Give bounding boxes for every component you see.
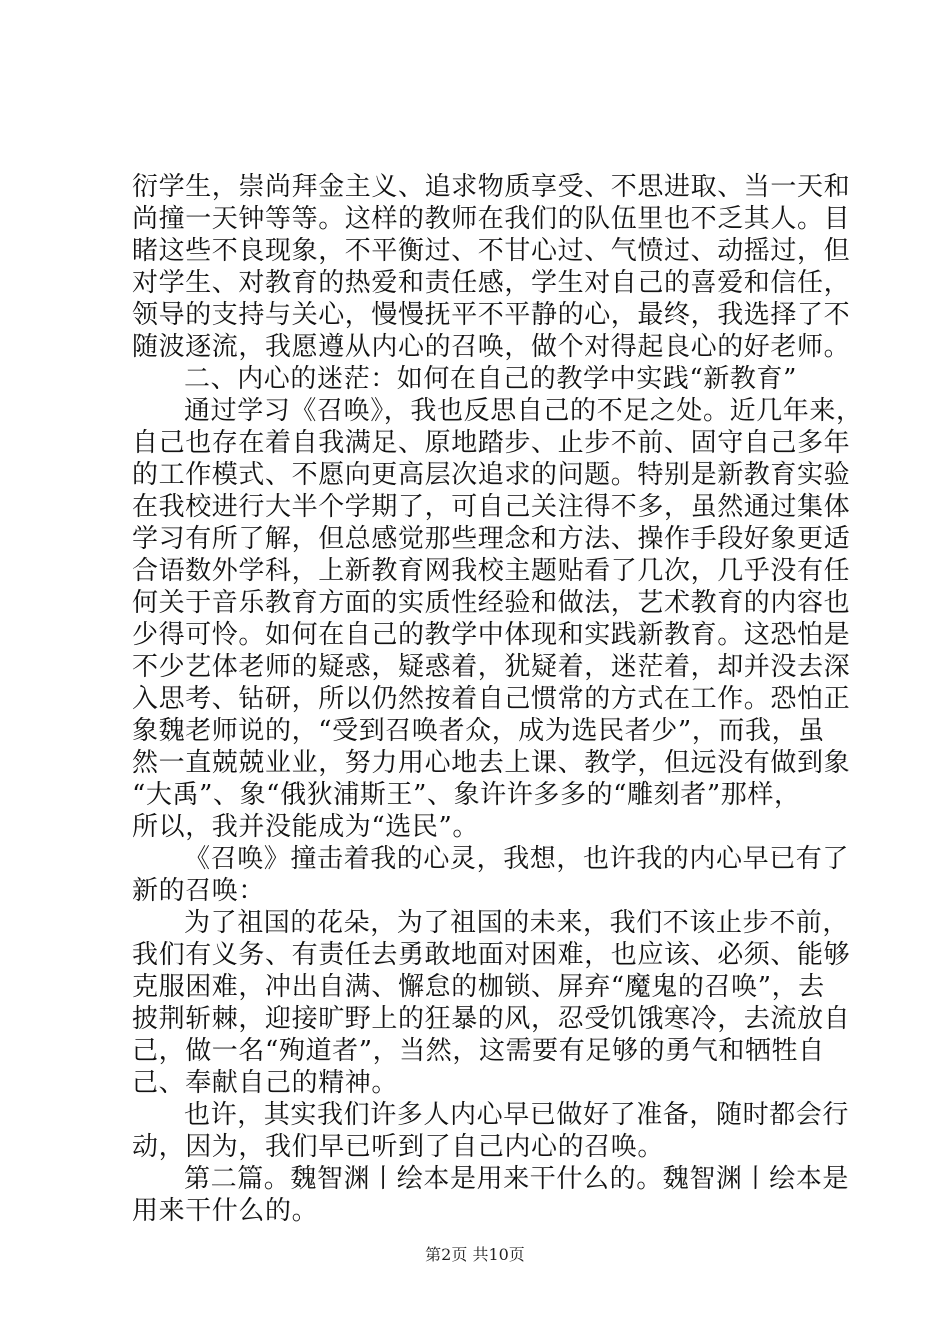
text-line: 尚撞一天钟等等。这样的教师在我们的队伍里也不乏其人。目 bbox=[132, 204, 851, 234]
text-line: 不少艺体老师的疑惑，疑惑着，犹疑着，迷茫着，却并没去深 bbox=[132, 652, 851, 682]
text-line: 何关于音乐教育方面的实质性经验和做法，艺术教育的内容也 bbox=[132, 588, 851, 618]
text-line: 克服困难，冲出自满、懈怠的枷锁、屏弃“魔鬼的召唤”，去 bbox=[132, 972, 825, 1002]
text-line: 然一直兢兢业业，努力用心地去上课、教学，但远没有做到象 bbox=[132, 748, 851, 778]
text-line: 睹这些不良现象，不平衡过、不甘心过、气愤过、动摇过，但 bbox=[132, 236, 851, 266]
text-line: 通过学习《召唤》，我也反思自己的不足之处。近几年来， bbox=[184, 396, 863, 426]
section-heading: 二、内心的迷茫：如何在自己的教学中实践“新教育” bbox=[184, 364, 797, 394]
page-footer: 第2页 共10页 bbox=[425, 1245, 525, 1264]
text-line: 对学生、对教育的热爱和责任感，学生对自己的喜爱和信任， bbox=[132, 268, 851, 298]
text-line: 合语数外学科，上新教育网我校主题贴看了几次，几乎没有任 bbox=[132, 556, 851, 586]
text-line: 的工作模式、不愿向更高层次追求的问题。特别是新教育实验 bbox=[132, 460, 851, 490]
text-line: 象魏老师说的，“受到召唤者众，成为选民者少”，而我，虽 bbox=[132, 716, 825, 746]
text-line: 动，因为，我们早已听到了自己内心的召唤。 bbox=[132, 1132, 665, 1162]
text-line: 新的召唤： bbox=[132, 876, 266, 906]
text-line: 为了祖国的花朵，为了祖国的未来，我们不该止步不前， bbox=[184, 908, 850, 938]
text-line: 己、奉献自己的精神。 bbox=[132, 1068, 399, 1098]
text-line: 用来干什么的。 bbox=[132, 1196, 319, 1226]
text-line: 学习有所了解，但总感觉那些理念和方法、操作手段好象更适 bbox=[132, 524, 851, 554]
text-line: 我们有义务、有责任去勇敢地面对困难，也应该、必须、能够 bbox=[132, 940, 851, 970]
text-line: 随波逐流，我愿遵从内心的召唤，做个对得起良心的好老师。 bbox=[132, 332, 851, 362]
text-line: 入思考、钻研，所以仍然按着自己惯常的方式在工作。恐怕正 bbox=[132, 684, 851, 714]
text-line: 所以，我并没能成为“选民”。 bbox=[132, 812, 479, 842]
text-line: 领导的支持与关心，慢慢抚平不平静的心，最终，我选择了不 bbox=[132, 300, 851, 330]
text-line: 披荆斩棘，迎接旷野上的狂暴的风，忍受饥饿寒冷，去流放自 bbox=[132, 1004, 851, 1034]
text-line: 也许，其实我们许多人内心早已做好了准备，随时都会行 bbox=[184, 1100, 850, 1130]
text-line: 少得可怜。如何在自己的教学中体现和实践新教育。这恐怕是 bbox=[132, 620, 851, 650]
text-line: 第二篇。魏智渊丨绘本是用来干什么的。魏智渊丨绘本是 bbox=[184, 1164, 850, 1194]
text-line: “大禹”、象“俄狄浦斯王”、象许许多多的“雕刻者”那样， bbox=[132, 780, 801, 810]
text-line: 《召唤》撞击着我的心灵，我想，也许我的内心早已有了 bbox=[184, 844, 850, 874]
text-line: 在我校进行大半个学期了，可自己关注得不多，虽然通过集体 bbox=[132, 492, 851, 522]
text-line: 自己也存在着自我满足、原地踏步、止步不前、固守自己多年 bbox=[132, 428, 851, 458]
text-line: 衍学生，崇尚拜金主义、追求物质享受、不思进取、当一天和 bbox=[132, 172, 851, 202]
text-line: 己，做一名“殉道者”，当然，这需要有足够的勇气和牺牲自 bbox=[132, 1036, 825, 1066]
